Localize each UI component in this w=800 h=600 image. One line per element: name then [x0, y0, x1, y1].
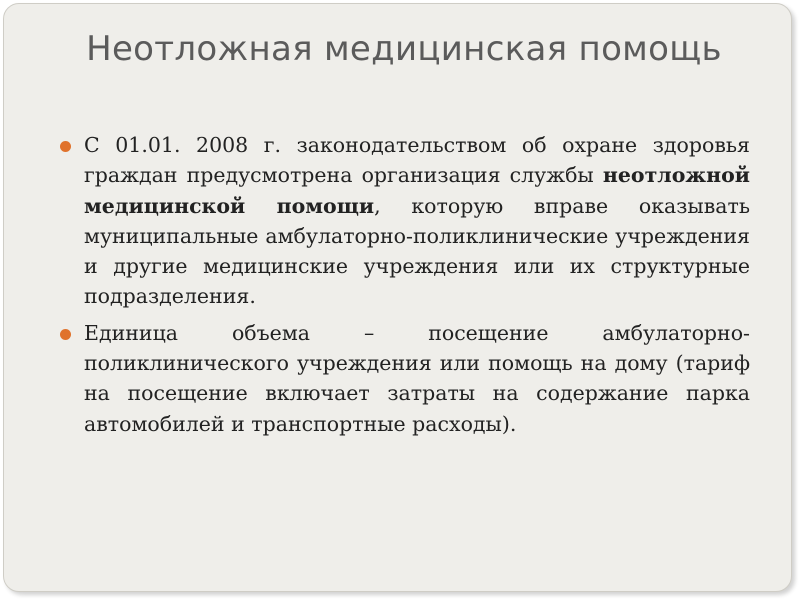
bullet-text-after: , которую вправе оказывать муниципальные амбулаторно-поликлинические учреждения и другие медицинские учреждения или их структурные подразделения. [84, 193, 751, 309]
bullet-text-before: С 01.01. 2008 г. законодательством об охране здоровья граждан предусмотрена организация службы [84, 133, 750, 188]
orange-dot-icon [60, 141, 71, 152]
slide [3, 3, 792, 592]
slide-title: Неотложная медицинская помощь [86, 29, 722, 69]
bullet-text-bold: неотложной медицинской помощи [84, 163, 750, 218]
bullet-list [84, 130, 750, 445]
bullet-item-legislation [84, 130, 750, 312]
bullet-item-unit-volume [84, 318, 750, 439]
bullet-text: Единица объема – посещение амбулаторно-поликлинического учреждения или помощь на дому (тариф на посещение включает затраты на содержание парка автомобилей и транспортные расходы). [84, 320, 750, 436]
orange-dot-icon [60, 329, 71, 340]
